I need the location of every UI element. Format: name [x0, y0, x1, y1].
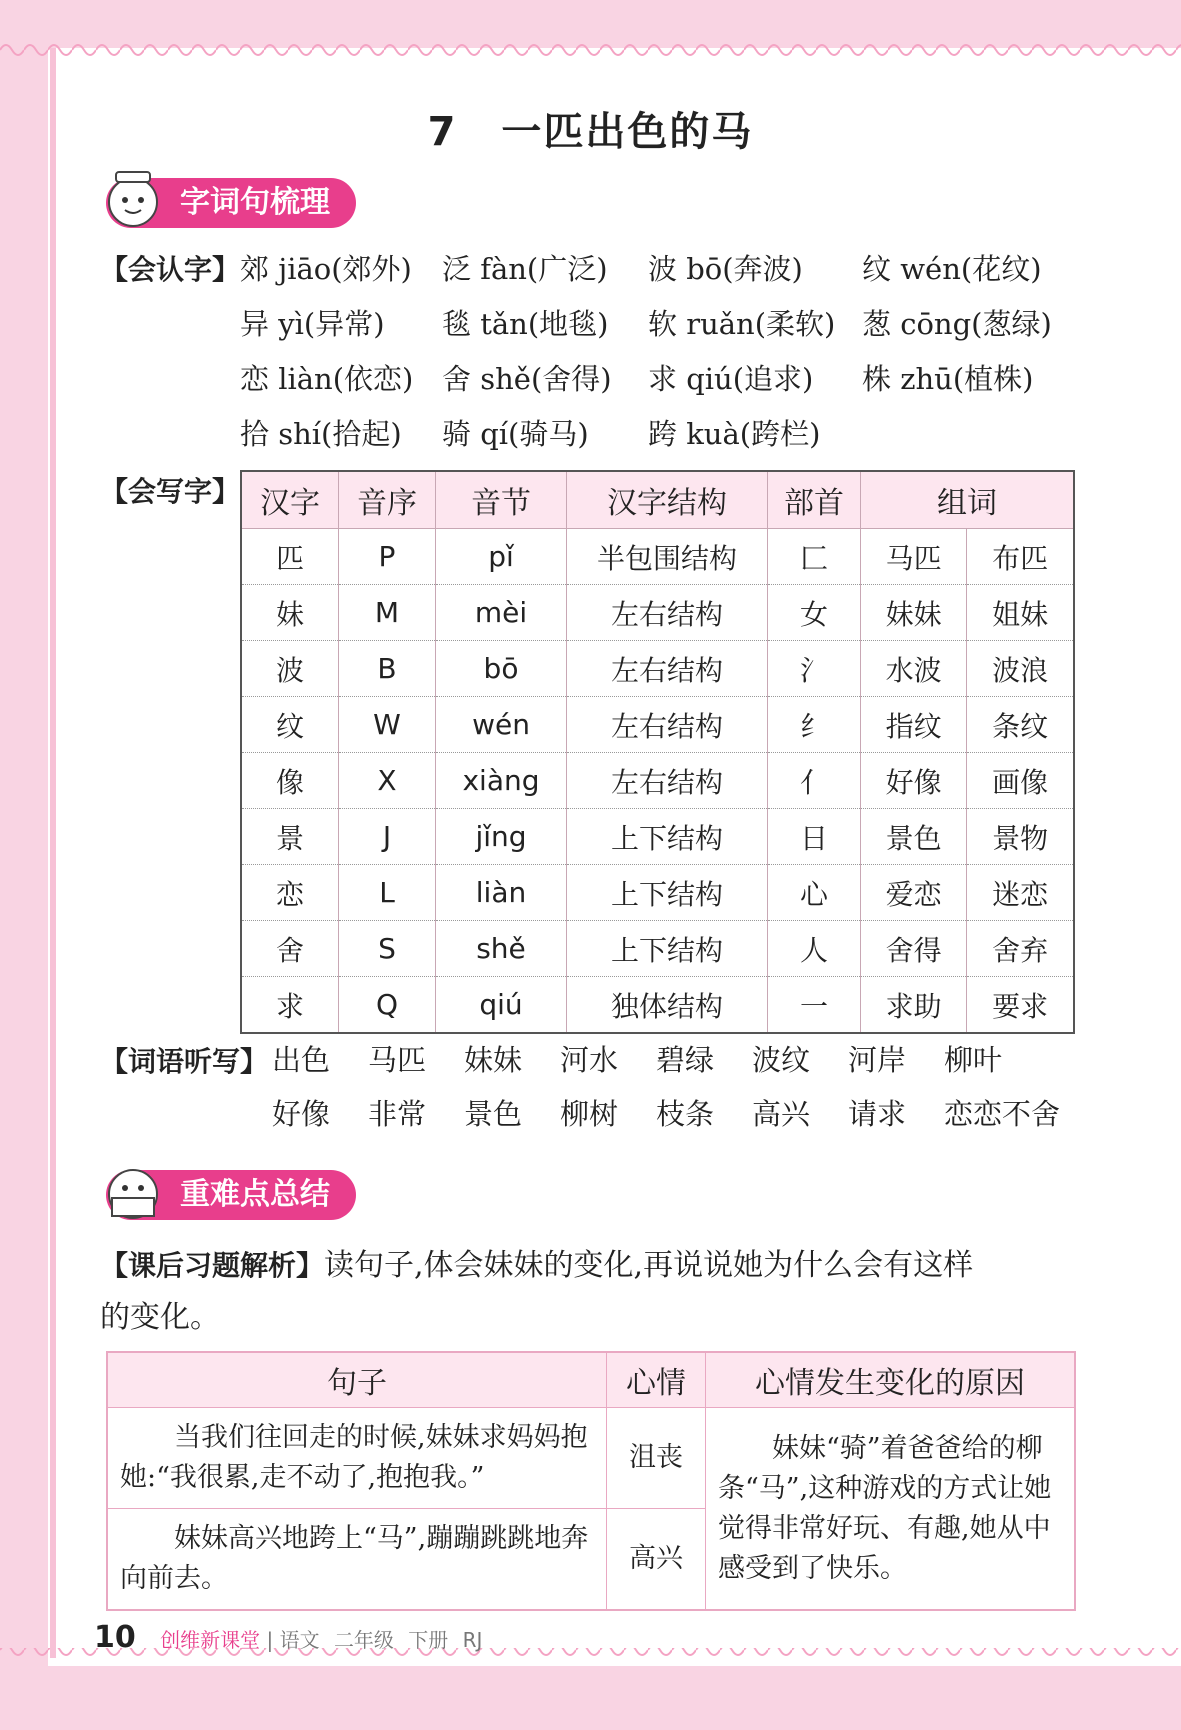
exercise-prompt — [100, 1240, 1080, 1344]
structure-cell: 左右结构 — [567, 585, 768, 641]
reason-cell: 妹妹“骑”着爸爸给的柳条“马”,这种游戏的方式让她觉得非常好玩、有趣,她从中感受到了快乐。 — [706, 1408, 1076, 1611]
write-table-row — [241, 977, 1074, 1034]
recognize-item: 骑 qí(骑马) — [442, 417, 589, 451]
write-table-row — [241, 921, 1074, 977]
initial-cell: L — [339, 865, 436, 921]
char-cell: 匹 — [241, 529, 339, 585]
pinyin-cell: qiú — [436, 977, 567, 1034]
word-cell: 波浪 — [967, 641, 1074, 697]
exercise-row — [107, 1408, 1075, 1509]
word-cell: 景物 — [967, 809, 1074, 865]
footer-subject: 语文 — [279, 1628, 320, 1652]
structure-cell: 上下结构 — [567, 809, 768, 865]
dictation-words — [272, 1038, 1092, 1148]
write-table-row — [241, 865, 1074, 921]
write-table-row — [241, 585, 1074, 641]
initial-cell: B — [339, 641, 436, 697]
write-table-header — [241, 471, 1074, 529]
write-table-row — [241, 753, 1074, 809]
word-cell: 水波 — [861, 641, 967, 697]
sentence-cell: 妹妹高兴地跨上“马”,蹦蹦跳跳地奔向前去。 — [107, 1509, 607, 1611]
recognize-item: 纹 wén(花纹) — [862, 252, 1042, 286]
word-cell: 舍得 — [861, 921, 967, 977]
dictation-word: 柳树 — [560, 1097, 619, 1131]
char-cell: 妹 — [241, 585, 339, 641]
initial-cell: S — [339, 921, 436, 977]
dictation-word: 马匹 — [368, 1043, 427, 1077]
lesson-number: 7 — [427, 109, 458, 155]
recognize-item: 毯 tǎn(地毯) — [442, 307, 609, 341]
pinyin-cell: shě — [436, 921, 567, 977]
lesson-title — [0, 100, 1181, 157]
recognize-item: 泛 fàn(广泛) — [442, 252, 608, 286]
footer-edition: RJ — [462, 1628, 483, 1652]
radical-cell: 氵 — [768, 641, 861, 697]
mood-cell: 沮丧 — [607, 1408, 706, 1509]
pinyin-cell: mèi — [436, 585, 567, 641]
radical-cell: 心 — [768, 865, 861, 921]
dictation-word: 非常 — [368, 1097, 427, 1131]
structure-cell: 左右结构 — [567, 641, 768, 697]
initial-cell: P — [339, 529, 436, 585]
write-label: 【会写字】 — [100, 475, 241, 508]
char-cell: 波 — [241, 641, 339, 697]
mood-cell: 高兴 — [607, 1509, 706, 1611]
pinyin-cell: xiàng — [436, 753, 567, 809]
write-table-row — [241, 641, 1074, 697]
dictation-word: 枝条 — [656, 1097, 715, 1131]
dictation-word: 波纹 — [752, 1043, 811, 1077]
recognize-label: 【会认字】 — [100, 253, 241, 286]
word-cell: 指纹 — [861, 697, 967, 753]
word-cell: 要求 — [967, 977, 1074, 1034]
initial-cell: Q — [339, 977, 436, 1034]
section-words-pill — [106, 178, 356, 228]
dictation-word: 出色 — [272, 1043, 331, 1077]
recognize-item: 波 bō(奔波) — [648, 252, 803, 286]
char-cell: 景 — [241, 809, 339, 865]
section-key-points-title: 重难点总结 — [180, 1177, 330, 1212]
structure-cell: 上下结构 — [567, 921, 768, 977]
dictation-word: 碧绿 — [656, 1043, 715, 1077]
radical-cell: 人 — [768, 921, 861, 977]
radical-cell: 亻 — [768, 753, 861, 809]
dictation-word: 妹妹 — [464, 1043, 523, 1077]
header-cell: 组词 — [861, 471, 1075, 529]
pinyin-cell: wén — [436, 697, 567, 753]
dictation-word: 河岸 — [848, 1043, 907, 1077]
exercise-prompt-line1: 读句子,体会妹妹的变化,再说说她为什么会有这样 — [324, 1248, 974, 1283]
dictation-word: 请求 — [848, 1097, 907, 1131]
radical-cell: 日 — [768, 809, 861, 865]
recognize-item: 株 zhū(植株) — [862, 362, 1034, 396]
radical-cell: 一 — [768, 977, 861, 1034]
exercise-table — [106, 1351, 1076, 1611]
dictation-word: 柳叶 — [944, 1043, 1003, 1077]
footer-grade: 二年级 — [333, 1628, 394, 1652]
word-cell: 画像 — [967, 753, 1074, 809]
word-cell: 求助 — [861, 977, 967, 1034]
section-words-title: 字词句梳理 — [180, 185, 330, 220]
recognize-item: 郊 jiāo(郊外) — [240, 252, 412, 286]
recognize-item: 异 yì(异常) — [240, 307, 385, 341]
word-cell: 布匹 — [967, 529, 1074, 585]
radical-cell: 女 — [768, 585, 861, 641]
initial-cell: W — [339, 697, 436, 753]
section-key-points-pill — [106, 1170, 356, 1220]
dictation-word: 高兴 — [752, 1097, 811, 1131]
initial-cell: J — [339, 809, 436, 865]
word-cell: 条纹 — [967, 697, 1074, 753]
header-cell: 音序 — [339, 471, 436, 529]
mascot-icon — [100, 166, 166, 232]
structure-cell: 上下结构 — [567, 865, 768, 921]
char-cell: 舍 — [241, 921, 339, 977]
lesson-title-text: 一匹出色的马 — [501, 109, 754, 155]
char-cell: 恋 — [241, 865, 339, 921]
exercise-label: 【课后习题解析】 — [100, 1249, 325, 1282]
write-table-row — [241, 809, 1074, 865]
header-cell: 部首 — [768, 471, 861, 529]
sentence-cell: 当我们往回走的时候,妹妹求妈妈抱她:“我很累,走不动了,抱抱我。” — [107, 1408, 607, 1509]
pinyin-cell: liàn — [436, 865, 567, 921]
recognize-item: 软 ruǎn(柔软) — [648, 307, 836, 341]
word-cell: 马匹 — [861, 529, 967, 585]
dictation-word: 景色 — [464, 1097, 523, 1131]
dictation-word: 恋恋不舍 — [944, 1097, 1061, 1131]
char-cell: 求 — [241, 977, 339, 1034]
header-cell: 心情 — [607, 1352, 706, 1408]
radical-cell: 匚 — [768, 529, 861, 585]
radical-cell: 纟 — [768, 697, 861, 753]
word-cell: 迷恋 — [967, 865, 1074, 921]
char-cell: 纹 — [241, 697, 339, 753]
structure-cell: 左右结构 — [567, 753, 768, 809]
recognize-item: 舍 shě(舍得) — [442, 362, 612, 396]
recognize-item: 跨 kuà(跨栏) — [648, 417, 821, 451]
word-cell: 好像 — [861, 753, 967, 809]
footer-brand: 创维新课堂 — [160, 1628, 261, 1652]
pinyin-cell: jǐng — [436, 809, 567, 865]
write-table-row — [241, 697, 1074, 753]
word-cell: 妹妹 — [861, 585, 967, 641]
header-cell: 汉字 — [241, 471, 339, 529]
write-table-body — [241, 529, 1074, 1034]
header-cell: 心情发生变化的原因 — [706, 1352, 1076, 1408]
header-cell: 音节 — [436, 471, 567, 529]
initial-cell: M — [339, 585, 436, 641]
page-number: 10 — [94, 1620, 136, 1655]
dictation-word: 河水 — [560, 1043, 619, 1077]
word-cell: 景色 — [861, 809, 967, 865]
initial-cell: X — [339, 753, 436, 809]
structure-cell: 半包围结构 — [567, 529, 768, 585]
recognize-item: 恋 liàn(依恋) — [240, 362, 414, 396]
mascot-icon — [100, 1158, 166, 1224]
structure-cell: 左右结构 — [567, 697, 768, 753]
recognize-item: 拾 shí(拾起) — [240, 417, 402, 451]
dictation-word: 好像 — [272, 1097, 331, 1131]
footer-volume: 下册 — [408, 1628, 449, 1652]
exercise-prompt-line2: 的变化。 — [100, 1300, 220, 1335]
exercise-table-header — [107, 1352, 1075, 1408]
word-cell: 姐妹 — [967, 585, 1074, 641]
footer — [94, 1620, 482, 1655]
header-cell: 汉字结构 — [567, 471, 768, 529]
recognize-item: 求 qiú(追求) — [648, 362, 814, 396]
char-cell: 像 — [241, 753, 339, 809]
word-cell: 舍弃 — [967, 921, 1074, 977]
pinyin-cell: pǐ — [436, 529, 567, 585]
write-table — [240, 470, 1075, 1034]
recognize-item: 葱 cōng(葱绿) — [862, 307, 1052, 341]
structure-cell: 独体结构 — [567, 977, 768, 1034]
pinyin-cell: bō — [436, 641, 567, 697]
write-table-row — [241, 529, 1074, 585]
header-cell: 句子 — [107, 1352, 607, 1408]
dictation-label: 【词语听写】 — [100, 1045, 269, 1078]
word-cell: 爱恋 — [861, 865, 967, 921]
footer-separator: | — [266, 1628, 274, 1652]
